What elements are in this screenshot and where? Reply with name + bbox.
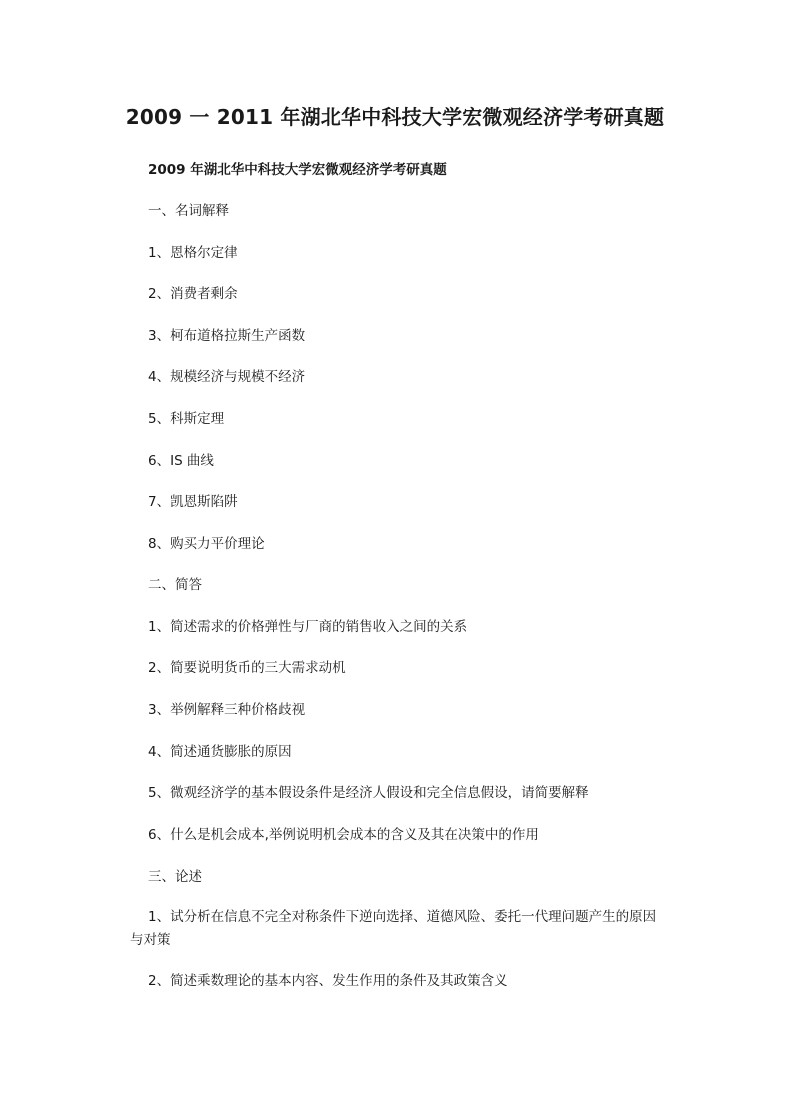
list-item: 2、简述乘数理论的基本内容、发生作用的条件及其政策含义 bbox=[148, 973, 508, 989]
list-item: 8、购买力平价理论 bbox=[148, 536, 265, 552]
section-heading-essay: 三、论述 bbox=[148, 869, 202, 885]
list-item: 2、消费者剩余 bbox=[148, 286, 238, 302]
list-item: 6、IS 曲线 bbox=[148, 453, 214, 469]
list-item: 3、举例解释三种价格歧视 bbox=[148, 702, 306, 718]
section-heading-terms: 一、名词解释 bbox=[148, 203, 229, 219]
section-heading-short-answer: 二、简答 bbox=[148, 577, 202, 593]
document-title: 2009 一 2011 年湖北华中科技大学宏微观经济学考研真题 bbox=[125, 105, 665, 129]
list-item: 5、科斯定理 bbox=[148, 411, 225, 427]
list-item: 4、简述通货膨胀的原因 bbox=[148, 744, 292, 760]
list-item: 6、什么是机会成本,举例说明机会成本的含义及其在决策中的作用 bbox=[148, 827, 539, 843]
exam-subtitle: 2009 年湖北华中科技大学宏微观经济学考研真题 bbox=[148, 162, 447, 178]
list-item: 1、试分析在信息不完全对称条件下逆向选择、道德风险、委托一代理问题产生的原因与对策 bbox=[130, 909, 657, 948]
list-item: 4、规模经济与规模不经济 bbox=[148, 369, 306, 385]
list-item: 1、恩格尔定律 bbox=[148, 245, 238, 261]
list-item: 2、简要说明货币的三大需求动机 bbox=[148, 660, 346, 676]
list-item: 7、凯恩斯陷阱 bbox=[148, 494, 238, 510]
list-item: 1、简述需求的价格弹性与厂商的销售收入之间的关系 bbox=[148, 619, 468, 635]
list-item: 5、微观经济学的基本假设条件是经济人假设和完全信息假设，请简要解释 bbox=[148, 785, 589, 801]
list-item: 3、柯布道格拉斯生产函数 bbox=[148, 328, 306, 344]
